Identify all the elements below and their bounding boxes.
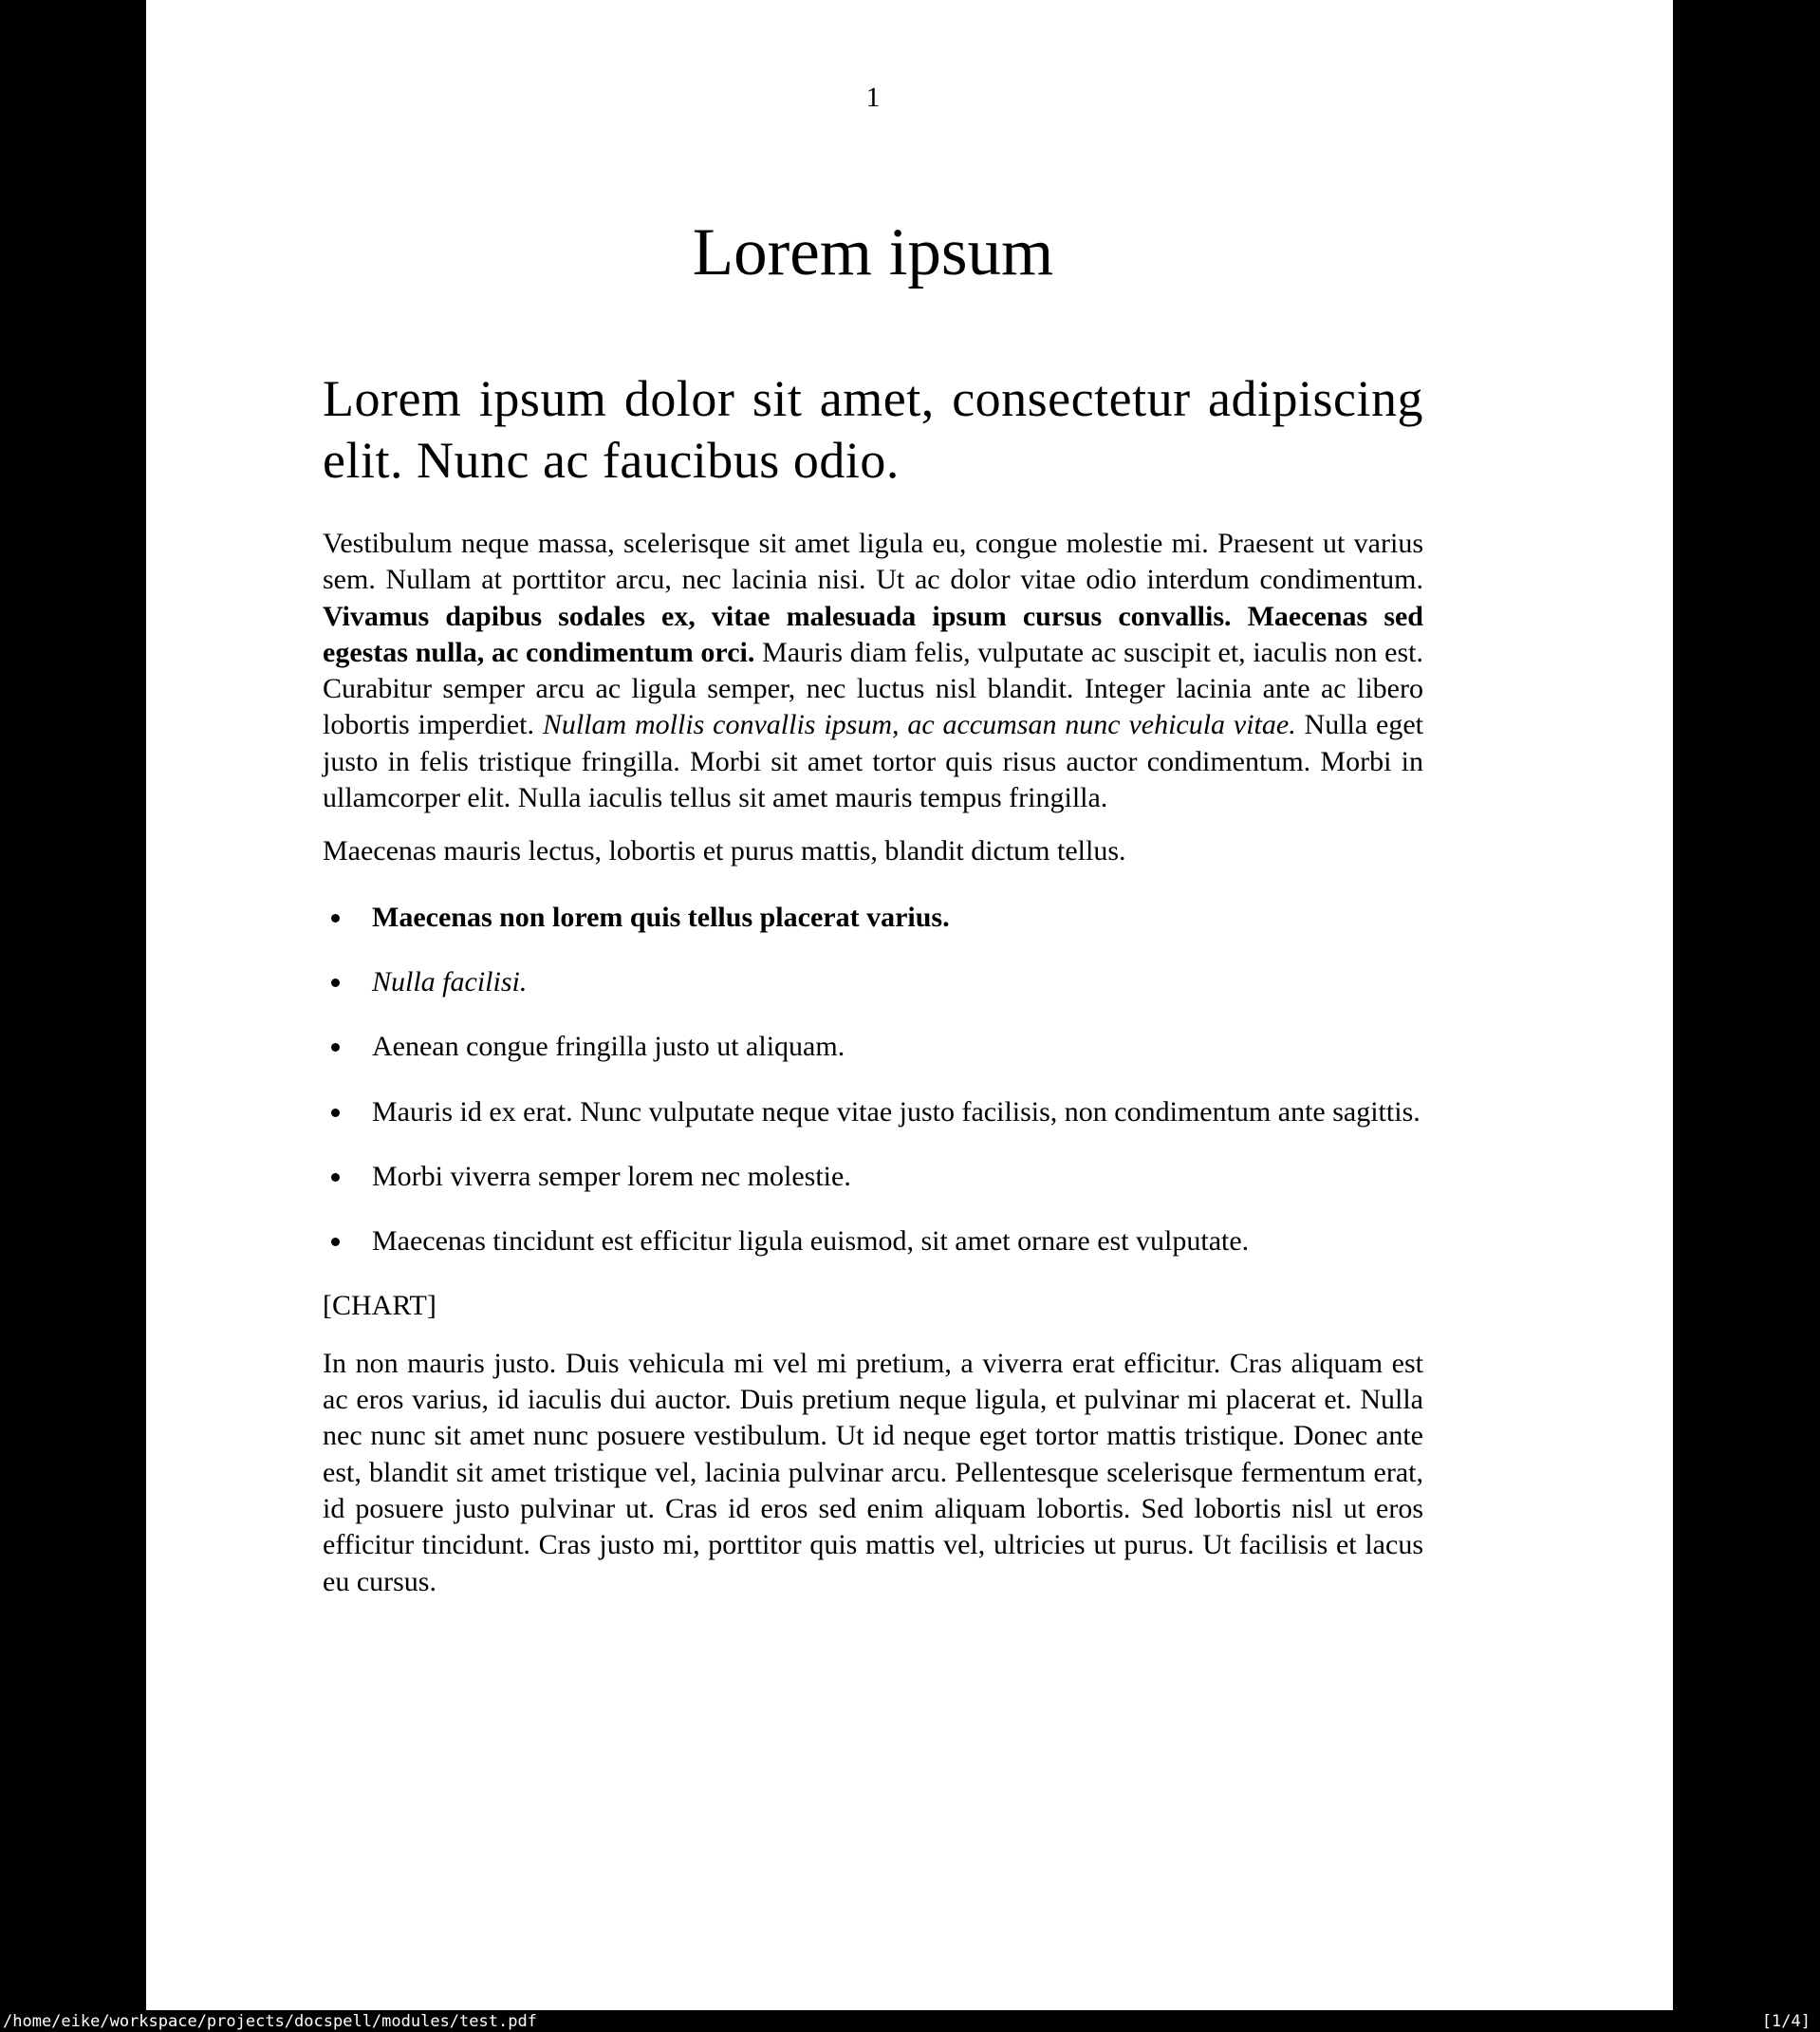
list-item: Maecenas tincidunt est efficitur ligula euismod, sit amet ornare est vulputate. [323,1223,1423,1259]
text-run-bold: Vivamus dapibus sodales ex, vitae malesuada ipsum cursus convallis. Maecenas sed egestas nulla, ac condimentum orci. [323,600,1423,668]
paragraph-3: In non mauris justo. Duis vehicula mi vel mi pretium, a viverra erat efficitur. Cras aliquam est ac eros varius, id iaculis dui auctor. Duis pretium neque ligula, et pulvinar mi placerat et. Nulla nec nunc sit amet nunc posuere vestibulum. Ut id neque eget tortor mattis tristique. Donec ante est, blandit sit amet tristique vel, lacinia pulvinar arcu. Pellentesque scelerisque fermentum erat, id posuere justo pulvinar ut. Cras id eros sed enim aliquam lobortis. Sed lobortis nisl ut eros efficitur tincidunt. Cras justo mi, porttitor quis mattis vel, ultricies ut purus. Ut facilisis et lacus eu cursus. [323,1347,1423,1597]
text-run-italic: Nullam mollis convallis ipsum, ac accumsan nunc vehicula vitae. [542,709,1296,741]
list-item: Morbi viverra semper lorem nec molestie. [323,1159,1423,1195]
text-run-normal: Nulla eget justo in felis tristique fringilla. Morbi sit amet tortor quis risus auctor condimentum. Morbi in ullamcorper elit. Nulla iaculis tellus sit amet mauris tempus fringilla. [323,709,1423,814]
list-item: Aenean congue fringilla justo ut aliquam. [323,1029,1423,1065]
paragraph-1 [323,526,1423,816]
pdf-page[interactable] [146,0,1673,2010]
list-item: Maecenas non lorem quis tellus placerat varius. [323,900,1423,936]
statusbar-file-path: /home/eike/workspace/projects/docspell/modules/test.pdf [3,2011,537,2031]
chart-placeholder: [CHART] [323,1290,436,1322]
page-number: 1 [865,82,881,113]
page-content [323,0,1423,1600]
document-title: Lorem ipsum [692,215,1054,289]
paragraph-2: Maecenas mauris lectus, lobortis et purus mattis, blandit dictum tellus. [323,835,1126,867]
statusbar [0,2010,1820,2032]
statusbar-page-indicator: [1/4] [1761,2011,1811,2031]
list-item: Mauris id ex erat. Nunc vulputate neque vitae justo facilisis, non condimentum ante sagittis. [323,1094,1423,1130]
list-item: Nulla facilisi. [323,964,1423,1000]
section-heading: Lorem ipsum dolor sit amet, consectetur adipiscing elit. Nunc ac faucibus odio. [323,370,1423,489]
text-run-normal: Vestibulum neque massa, scelerisque sit amet ligula eu, congue molestie mi. Praesent ut varius sem. Nullam at porttitor arcu, nec lacinia nisi. Ut ac dolor vitae odio interdum condimentum. [323,528,1423,596]
bullet-list [323,900,1423,1260]
text-run-normal: Mauris diam felis, vulputate ac suscipit et, iaculis non est. Curabitur semper arcu ac ligula semper, nec luctus nisl blandit. Integer lacinia ante ac libero lobortis imperdiet. [323,636,1423,741]
